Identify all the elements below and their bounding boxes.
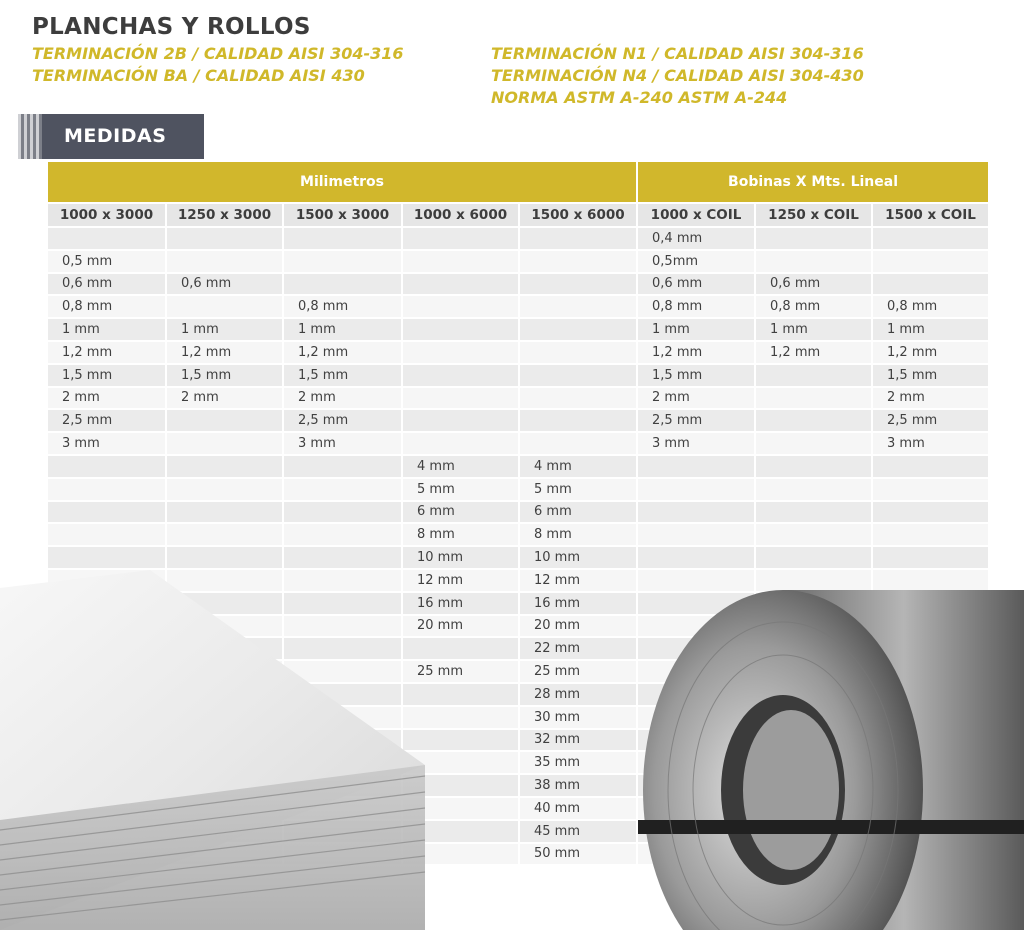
table-cell <box>166 432 283 455</box>
table-cell: 8 mm <box>402 523 519 546</box>
table-cell: 12 mm <box>402 569 519 592</box>
column-header: 1000 x COIL <box>637 203 755 227</box>
column-header: 1500 x COIL <box>872 203 989 227</box>
decorative-stripes <box>18 114 42 159</box>
table-row <box>47 387 989 410</box>
table-cell: 3 mm <box>283 432 402 455</box>
table-cell <box>755 387 872 410</box>
table-cell <box>47 546 166 569</box>
table-cell <box>402 318 519 341</box>
table-cell: 1,5 mm <box>47 364 166 387</box>
table-cell: 1,2 mm <box>166 341 283 364</box>
spec-line: TERMINACIÓN BA / CALIDAD AISI 430 <box>32 66 365 85</box>
table-cell: 30 mm <box>519 706 637 729</box>
table-cell <box>402 227 519 250</box>
table-cell <box>47 478 166 501</box>
table-cell <box>47 227 166 250</box>
table-cell: 0,8 mm <box>47 295 166 318</box>
table-cell: 2 mm <box>637 387 755 410</box>
table-row <box>47 523 989 546</box>
table-cell <box>755 409 872 432</box>
page-title: PLANCHAS Y ROLLOS <box>32 14 311 40</box>
table-cell <box>166 295 283 318</box>
table-cell <box>283 546 402 569</box>
table-cell: 8 mm <box>519 523 637 546</box>
table-cell: 2,5 mm <box>283 409 402 432</box>
table-cell: 2 mm <box>47 387 166 410</box>
table-cell: 32 mm <box>519 729 637 752</box>
table-cell <box>283 227 402 250</box>
table-cell <box>166 250 283 273</box>
table-cell <box>402 364 519 387</box>
table-cell <box>283 523 402 546</box>
table-cell <box>637 455 755 478</box>
table-cell: 35 mm <box>519 751 637 774</box>
table-cell <box>402 250 519 273</box>
table-cell <box>402 295 519 318</box>
table-row <box>47 455 989 478</box>
table-cell: 1,2 mm <box>283 341 402 364</box>
table-cell <box>166 546 283 569</box>
table-cell: 22 mm <box>519 637 637 660</box>
column-header: 1250 x 3000 <box>166 203 283 227</box>
table-cell <box>166 455 283 478</box>
table-cell: 0,6 mm <box>166 273 283 296</box>
table-cell <box>872 250 989 273</box>
table-row <box>47 432 989 455</box>
table-cell <box>519 250 637 273</box>
table-cell: 20 mm <box>402 615 519 638</box>
table-cell: 2 mm <box>283 387 402 410</box>
table-cell: 1 mm <box>283 318 402 341</box>
table-cell <box>755 523 872 546</box>
table-cell <box>637 546 755 569</box>
table-cell: 4 mm <box>519 455 637 478</box>
table-cell <box>637 478 755 501</box>
table-cell: 12 mm <box>519 569 637 592</box>
table-cell <box>519 341 637 364</box>
table-cell: 40 mm <box>519 797 637 820</box>
table-cell <box>637 501 755 524</box>
table-cell: 28 mm <box>519 683 637 706</box>
table-cell <box>755 364 872 387</box>
table-cell <box>402 387 519 410</box>
table-cell: 1 mm <box>755 318 872 341</box>
table-cell <box>872 478 989 501</box>
table-row <box>47 341 989 364</box>
table-cell <box>519 318 637 341</box>
table-cell <box>755 501 872 524</box>
table-cell: 1,2 mm <box>637 341 755 364</box>
column-header: 1250 x COIL <box>755 203 872 227</box>
spec-line: TERMINACIÓN N4 / CALIDAD AISI 304-430 <box>491 66 864 85</box>
table-cell: 0,6 mm <box>755 273 872 296</box>
table-cell: 0,5mm <box>637 250 755 273</box>
table-cell: 1 mm <box>872 318 989 341</box>
table-cell: 0,6 mm <box>47 273 166 296</box>
table-cell <box>755 250 872 273</box>
table-cell: 5 mm <box>402 478 519 501</box>
table-cell: 20 mm <box>519 615 637 638</box>
group-header-milimetros: Milimetros <box>47 161 637 203</box>
table-cell <box>166 501 283 524</box>
table-cell <box>872 546 989 569</box>
table-cell <box>872 523 989 546</box>
table-cell: 10 mm <box>519 546 637 569</box>
table-cell <box>166 227 283 250</box>
table-cell <box>872 273 989 296</box>
spec-line: TERMINACIÓN N1 / CALIDAD AISI 304-316 <box>491 44 864 63</box>
table-cell: 6 mm <box>402 501 519 524</box>
table-cell <box>872 227 989 250</box>
table-cell <box>872 501 989 524</box>
table-cell <box>519 273 637 296</box>
table-cell: 0,8 mm <box>283 295 402 318</box>
table-row <box>47 318 989 341</box>
table-cell: 2,5 mm <box>872 409 989 432</box>
specs-right <box>491 43 864 109</box>
table-cell: 1,5 mm <box>283 364 402 387</box>
table-row <box>47 273 989 296</box>
table-cell: 1,5 mm <box>637 364 755 387</box>
table-cell <box>402 409 519 432</box>
table-cell: 2,5 mm <box>637 409 755 432</box>
table-cell: 45 mm <box>519 820 637 843</box>
spec-line: NORMA ASTM A-240 ASTM A-244 <box>491 88 788 107</box>
table-cell: 0,5 mm <box>47 250 166 273</box>
table-cell <box>872 455 989 478</box>
table-cell: 0,6 mm <box>637 273 755 296</box>
table-cell <box>47 501 166 524</box>
table-cell <box>519 364 637 387</box>
table-cell <box>755 455 872 478</box>
table-cell <box>402 432 519 455</box>
steel-coil-photo <box>633 570 1024 930</box>
column-header: 1000 x 3000 <box>47 203 166 227</box>
table-cell <box>166 523 283 546</box>
table-row <box>47 409 989 432</box>
table-cell: 38 mm <box>519 774 637 797</box>
table-cell <box>402 341 519 364</box>
table-cell: 5 mm <box>519 478 637 501</box>
steel-sheets-photo <box>0 570 425 930</box>
table-cell <box>283 250 402 273</box>
table-cell: 1,5 mm <box>166 364 283 387</box>
table-cell <box>47 455 166 478</box>
table-cell <box>519 295 637 318</box>
table-row <box>47 546 989 569</box>
table-cell: 4 mm <box>402 455 519 478</box>
group-header-bobinas: Bobinas X Mts. Lineal <box>637 161 989 203</box>
table-row <box>47 478 989 501</box>
table-cell <box>519 432 637 455</box>
table-cell <box>637 523 755 546</box>
table-cell <box>283 478 402 501</box>
table-row <box>47 295 989 318</box>
table-row <box>47 501 989 524</box>
section-label: MEDIDAS <box>64 125 167 147</box>
table-cell: 1,2 mm <box>47 341 166 364</box>
table-cell: 16 mm <box>519 592 637 615</box>
column-header: 1500 x 3000 <box>283 203 402 227</box>
table-cell <box>519 409 637 432</box>
table-cell: 1,5 mm <box>872 364 989 387</box>
table-cell: 1 mm <box>166 318 283 341</box>
table-cell: 2 mm <box>166 387 283 410</box>
table-cell: 16 mm <box>402 592 519 615</box>
column-header: 1500 x 6000 <box>519 203 637 227</box>
table-row <box>47 364 989 387</box>
table-cell: 3 mm <box>872 432 989 455</box>
table-cell <box>519 227 637 250</box>
table-cell <box>755 432 872 455</box>
table-cell <box>166 478 283 501</box>
table-cell: 0,8 mm <box>755 295 872 318</box>
table-cell: 1 mm <box>47 318 166 341</box>
table-cell: 25 mm <box>519 660 637 683</box>
table-cell <box>755 546 872 569</box>
table-cell: 1,2 mm <box>755 341 872 364</box>
table-cell <box>283 501 402 524</box>
table-cell: 10 mm <box>402 546 519 569</box>
table-cell: 0,8 mm <box>872 295 989 318</box>
table-row <box>47 227 989 250</box>
table-cell: 0,4 mm <box>637 227 755 250</box>
section-label-banner <box>18 114 204 159</box>
table-cell: 50 mm <box>519 843 637 866</box>
table-cell <box>755 478 872 501</box>
table-cell <box>402 273 519 296</box>
table-cell <box>755 227 872 250</box>
spec-line: TERMINACIÓN 2B / CALIDAD AISI 304-316 <box>32 44 404 63</box>
table-cell <box>47 523 166 546</box>
table-cell: 1,2 mm <box>872 341 989 364</box>
table-cell <box>283 455 402 478</box>
table-cell: 2,5 mm <box>47 409 166 432</box>
specs-left <box>32 43 404 87</box>
table-cell: 1 mm <box>637 318 755 341</box>
table-cell: 25 mm <box>402 660 519 683</box>
table-cell: 3 mm <box>47 432 166 455</box>
table-cell <box>166 409 283 432</box>
table-cell: 6 mm <box>519 501 637 524</box>
table-cell: 0,8 mm <box>637 295 755 318</box>
table-cell <box>283 273 402 296</box>
column-header: 1000 x 6000 <box>402 203 519 227</box>
table-cell: 2 mm <box>872 387 989 410</box>
table-row <box>47 250 989 273</box>
table-cell: 3 mm <box>637 432 755 455</box>
table-cell <box>519 387 637 410</box>
